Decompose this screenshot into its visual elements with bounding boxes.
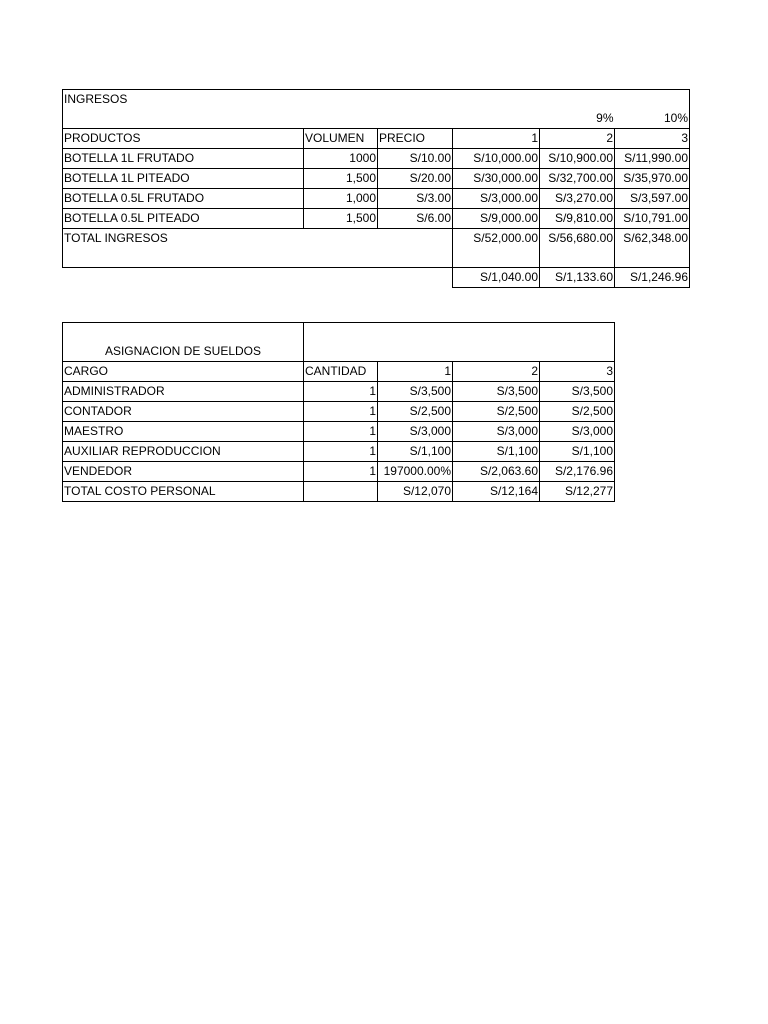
cell: S/10,900.00 [540,149,615,169]
table-row [63,149,690,169]
table-row [63,462,615,482]
cell: S/3,597.00 [615,189,690,209]
header-cell: PRECIO [378,129,453,149]
cell: S/32,700.00 [540,169,615,189]
cell: S/3,270.00 [540,189,615,209]
total-cell: S/12,277 [540,482,615,502]
sueldos-title: ASIGNACION DE SUELDOS [63,342,304,362]
cell: S/6.00 [378,209,453,229]
total-label: TOTAL COSTO PERSONAL [63,482,304,502]
total-cell: S/52,000.00 [453,229,540,249]
table-row [63,442,615,462]
total-label: TOTAL INGRESOS [63,229,304,249]
extra-cell: S/1,246.96 [615,268,690,288]
cell: S/10,791.00 [615,209,690,229]
cell: 1000 [304,149,378,169]
cell: S/3,500 [453,382,540,402]
cell: BOTELLA 0.5L FRUTADO [63,189,304,209]
cell: S/30,000.00 [453,169,540,189]
header-cell: VOLUMEN [304,129,378,149]
cell: S/9,000.00 [453,209,540,229]
cell: 1,500 [304,209,378,229]
cell: S/11,990.00 [615,149,690,169]
cell: S/2,500 [540,402,615,422]
cell: BOTELLA 0.5L PITEADO [63,209,304,229]
table-row [63,189,690,209]
cell: S/2,176.96 [540,462,615,482]
header-cell: 2 [453,362,540,382]
cell: MAESTRO [63,422,304,442]
cell: S/1,100 [540,442,615,462]
sueldos-total-row [63,482,615,502]
total-cell [304,482,378,502]
cell: 1 [304,442,378,462]
cell: S/3,000.00 [453,189,540,209]
table-row [63,209,690,229]
total-cell: S/12,070 [378,482,453,502]
header-cell: 1 [378,362,453,382]
pct-cell: 9% [596,111,614,125]
cell: BOTELLA 1L PITEADO [63,169,304,189]
cell: 1 [304,462,378,482]
cell: S/1,100 [453,442,540,462]
header-cell: 3 [615,129,690,149]
cell: S/3,000 [453,422,540,442]
cell: S/2,063.60 [453,462,540,482]
table-row [63,422,615,442]
sueldos-header-row [63,362,615,382]
header-cell: 2 [540,129,615,149]
extra-cell: S/1,133.60 [540,268,615,288]
pct-cell: 10% [615,109,690,129]
cell: S/3.00 [378,189,453,209]
cell: 1,500 [304,169,378,189]
sueldos-table [62,322,615,502]
ingresos-table [62,89,690,288]
cell: S/2,500 [453,402,540,422]
cell: S/35,970.00 [615,169,690,189]
header-cell: CARGO [63,362,304,382]
cell: CONTADOR [63,402,304,422]
cell: ADMINISTRADOR [63,382,304,402]
ingresos-title: INGRESOS [63,90,304,110]
cell: S/3,000 [378,422,453,442]
cell: VENDEDOR [63,462,304,482]
total-cell: S/62,348.00 [615,229,690,249]
cell: 1,000 [304,189,378,209]
extra-cell: S/1,040.00 [453,268,540,288]
cell: BOTELLA 1L FRUTADO [63,149,304,169]
header-cell: PRODUCTOS [63,129,304,149]
table-row [63,169,690,189]
cell: S/10,000.00 [453,149,540,169]
cell: AUXILIAR REPRODUCCION [63,442,304,462]
header-cell: 3 [540,362,615,382]
ingresos-header-row [63,129,690,149]
cell: S/3,000 [540,422,615,442]
total-cell: S/56,680.00 [540,229,615,249]
table-row [63,402,615,422]
cell: S/3,500 [378,382,453,402]
table-row [63,382,615,402]
cell: S/1,100 [378,442,453,462]
cell: 1 [304,402,378,422]
header-cell: 1 [453,129,540,149]
cell: S/2,500 [378,402,453,422]
ingresos-total-row [63,229,690,249]
cell: 197000.00% [378,462,453,482]
cell: 1 [304,382,378,402]
cell: S/10.00 [378,149,453,169]
cell: 1 [304,422,378,442]
cell: S/20.00 [378,169,453,189]
cell: S/3,500 [540,382,615,402]
cell: S/9,810.00 [540,209,615,229]
total-cell: S/12,164 [453,482,540,502]
header-cell: CANTIDAD [304,362,378,382]
ingresos-extra-row [63,268,690,288]
